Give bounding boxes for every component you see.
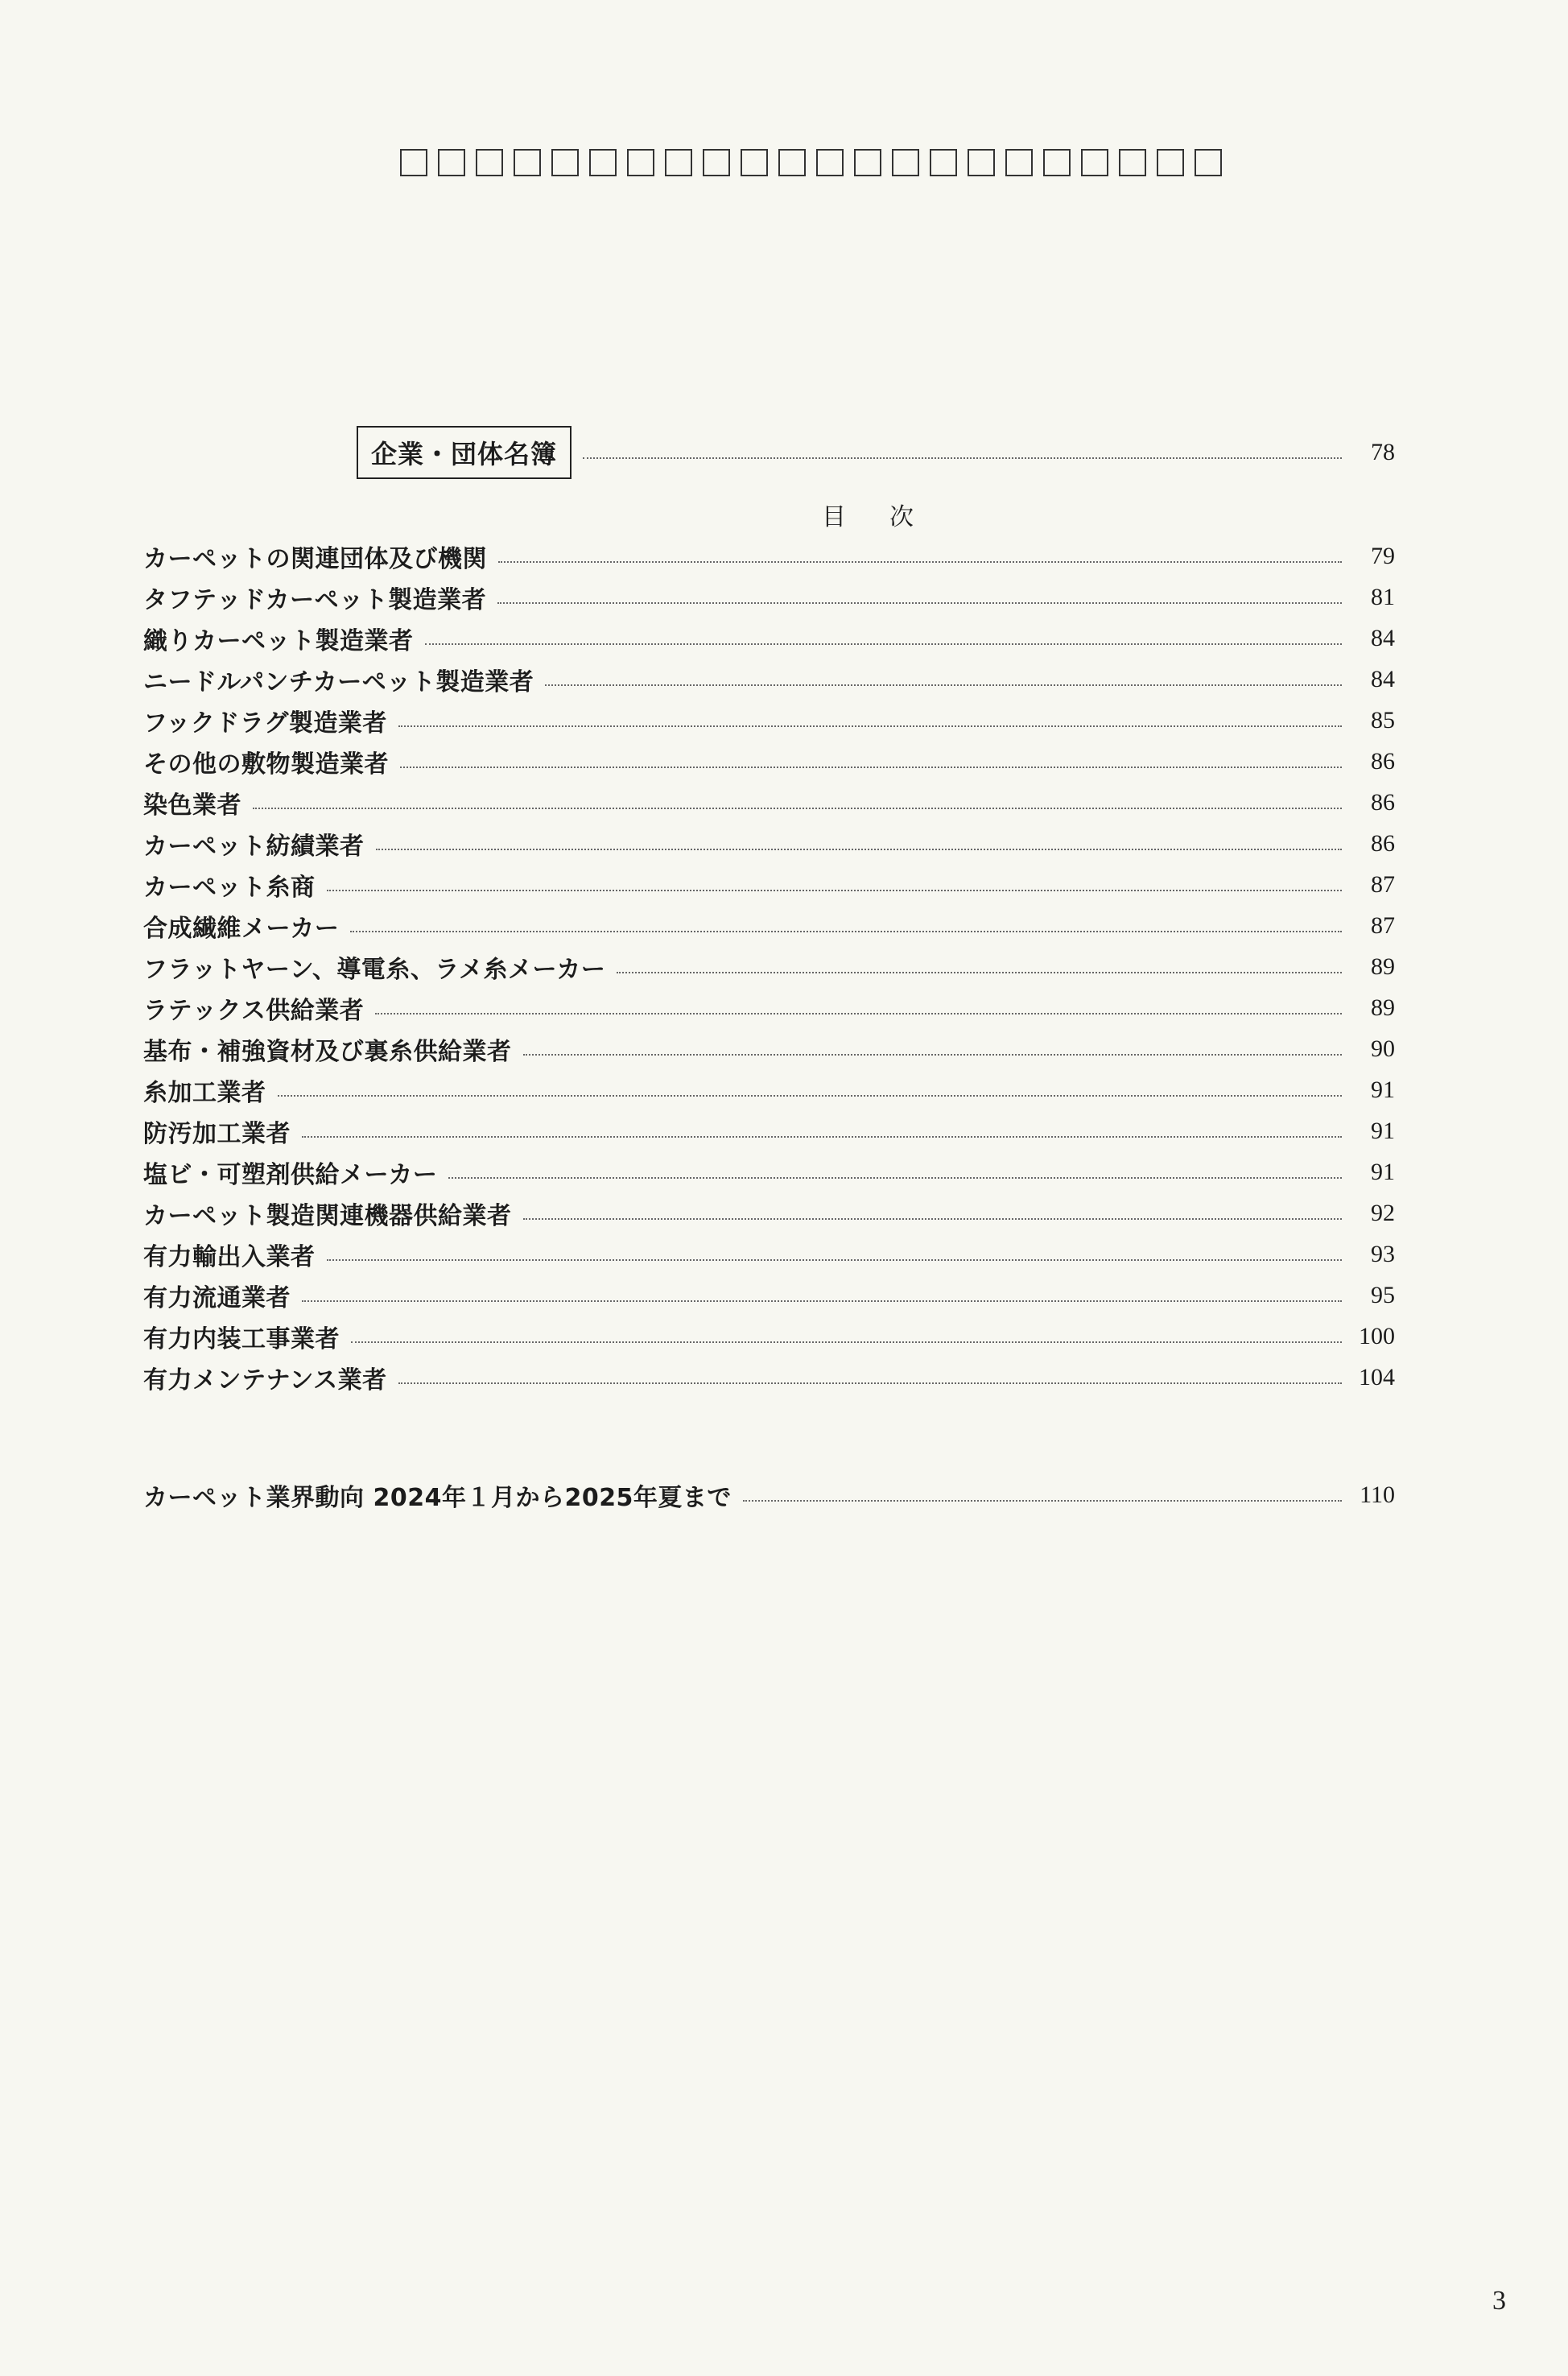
dot-leader — [498, 561, 1342, 563]
dot-leader — [327, 1259, 1343, 1261]
placeholder-box — [476, 149, 503, 176]
toc-entry-title: フックドラグ製造業者 — [143, 709, 387, 738]
toc-row — [143, 1192, 1395, 1233]
toc-entry-page: 87 — [1371, 870, 1395, 898]
toc-entry-title: 有力メンテナンス業者 — [143, 1366, 387, 1395]
dot-leader — [375, 1013, 1342, 1014]
toc-row — [143, 1275, 1395, 1316]
dot-leader — [278, 1095, 1343, 1097]
toc-entry-title: 合成繊維メーカー — [143, 914, 340, 943]
placeholder-box — [968, 149, 995, 176]
toc-entry-title: 基布・補強資材及び裏糸供給業者 — [143, 1037, 512, 1066]
company-directory-row — [143, 432, 1395, 473]
toc-entry-page: 79 — [1371, 542, 1395, 569]
toc-row — [143, 700, 1395, 741]
dot-leader — [400, 767, 1342, 768]
placeholder-box — [703, 149, 730, 176]
placeholder-box — [1005, 149, 1033, 176]
toc-row — [143, 1028, 1395, 1069]
placeholder-box — [514, 149, 541, 176]
dot-leader — [583, 457, 1342, 459]
toc-row — [143, 741, 1395, 782]
toc-entry-page: 86 — [1371, 788, 1395, 816]
toc-entry-title: ラテックス供給業者 — [143, 996, 365, 1025]
dot-leader — [617, 972, 1342, 973]
placeholder-box — [1081, 149, 1108, 176]
dot-leader — [743, 1500, 1342, 1502]
placeholder-box — [1157, 149, 1184, 176]
toc-entry-title: 糸加工業者 — [143, 1078, 266, 1107]
dot-leader — [302, 1136, 1342, 1138]
toc-row — [143, 1110, 1395, 1151]
dot-leader — [376, 849, 1343, 850]
dot-leader — [398, 725, 1342, 727]
placeholder-box — [854, 149, 881, 176]
toc-row — [143, 864, 1395, 905]
toc-row — [143, 905, 1395, 946]
industry-trends-title: カーペット業界動向 2024年１月から2025年夏まで — [143, 1484, 732, 1512]
industry-trends-page: 110 — [1360, 1481, 1395, 1508]
dot-leader — [545, 684, 1342, 686]
placeholder-box — [589, 149, 617, 176]
toc-row — [143, 659, 1395, 700]
placeholder-box — [400, 149, 427, 176]
placeholder-box — [665, 149, 692, 176]
toc-row — [143, 535, 1395, 576]
dot-leader — [448, 1177, 1342, 1179]
toc-entry-page: 92 — [1371, 1199, 1395, 1226]
dot-leader — [350, 931, 1342, 932]
dot-leader — [398, 1382, 1342, 1384]
dot-leader — [425, 643, 1343, 645]
dot-leader — [327, 890, 1343, 891]
toc-entry-title: カーペット紡績業者 — [143, 832, 365, 861]
toc-entry-title: 防汚加工業者 — [143, 1119, 291, 1148]
toc-row — [143, 1357, 1395, 1398]
placeholder-box — [551, 149, 579, 176]
toc-entry-page: 84 — [1371, 624, 1395, 651]
toc-row — [143, 1069, 1395, 1110]
toc-entry-title: ニードルパンチカーペット製造業者 — [143, 667, 534, 696]
toc-entry-title: その他の敷物製造業者 — [143, 750, 389, 779]
toc-row — [143, 618, 1395, 659]
placeholder-box — [741, 149, 768, 176]
toc-entry-page: 95 — [1371, 1281, 1395, 1308]
toc-entry-title: フラットヤーン、導電糸、ラメ糸メーカー — [143, 955, 606, 984]
toc-entry-title: 有力内装工事業者 — [143, 1324, 340, 1353]
dot-leader — [523, 1218, 1343, 1220]
toc-entry-title: 塩ビ・可塑剤供給メーカー — [143, 1160, 438, 1189]
placeholder-box-row — [400, 149, 1222, 176]
placeholder-box — [930, 149, 957, 176]
toc-entry-page: 91 — [1371, 1158, 1395, 1185]
toc-row — [143, 823, 1395, 864]
toc-entry-page: 87 — [1371, 911, 1395, 939]
toc-row — [143, 782, 1395, 823]
toc-entry-title: カーペット糸商 — [143, 873, 316, 902]
toc-entry-page: 86 — [1371, 747, 1395, 775]
page-number: 3 — [1492, 2286, 1506, 2316]
toc-entry-page: 91 — [1371, 1076, 1395, 1103]
dot-leader — [253, 808, 1342, 809]
industry-trends-row — [143, 1475, 1395, 1515]
toc-entry-page: 89 — [1371, 952, 1395, 980]
placeholder-box — [1195, 149, 1222, 176]
toc-entry-title: カーペット製造関連機器供給業者 — [143, 1201, 512, 1230]
toc-row — [143, 1316, 1395, 1357]
toc-entry-page: 100 — [1359, 1322, 1395, 1349]
dot-leader — [523, 1054, 1343, 1056]
toc-entry-page: 104 — [1359, 1363, 1395, 1390]
placeholder-box — [1043, 149, 1071, 176]
placeholder-box — [892, 149, 919, 176]
toc-entry-page: 89 — [1371, 994, 1395, 1021]
toc-row — [143, 1233, 1395, 1275]
toc-entry-page: 85 — [1371, 706, 1395, 733]
toc-entry-page: 91 — [1371, 1117, 1395, 1144]
toc-entry-page: 81 — [1371, 583, 1395, 610]
toc-row — [143, 946, 1395, 987]
toc-entry-title: 有力輸出入業者 — [143, 1242, 316, 1271]
placeholder-box — [438, 149, 465, 176]
dot-leader — [302, 1300, 1342, 1302]
placeholder-box — [1119, 149, 1146, 176]
toc-entry-title: 織りカーペット製造業者 — [143, 626, 414, 655]
toc-entry-page: 84 — [1371, 665, 1395, 692]
company-directory-page: 78 — [1371, 439, 1395, 465]
table-of-contents — [143, 535, 1395, 1398]
toc-entry-title: タフテッドカーペット製造業者 — [143, 585, 487, 614]
toc-entry-page: 86 — [1371, 829, 1395, 857]
toc-entry-page: 93 — [1371, 1240, 1395, 1267]
toc-row — [143, 1151, 1395, 1192]
toc-entry-title: カーペットの関連団体及び機関 — [143, 544, 487, 573]
toc-row — [143, 576, 1395, 618]
contents-heading: 目次 — [822, 503, 957, 531]
toc-entry-title: 有力流通業者 — [143, 1283, 291, 1312]
placeholder-box — [816, 149, 844, 176]
toc-entry-page: 90 — [1371, 1035, 1395, 1062]
placeholder-box — [627, 149, 654, 176]
company-directory-title: 企業・団体名簿 — [357, 426, 571, 479]
toc-row — [143, 987, 1395, 1028]
dot-leader — [351, 1341, 1342, 1343]
placeholder-box — [778, 149, 806, 176]
toc-entry-title: 染色業者 — [143, 791, 241, 820]
dot-leader — [497, 602, 1342, 604]
